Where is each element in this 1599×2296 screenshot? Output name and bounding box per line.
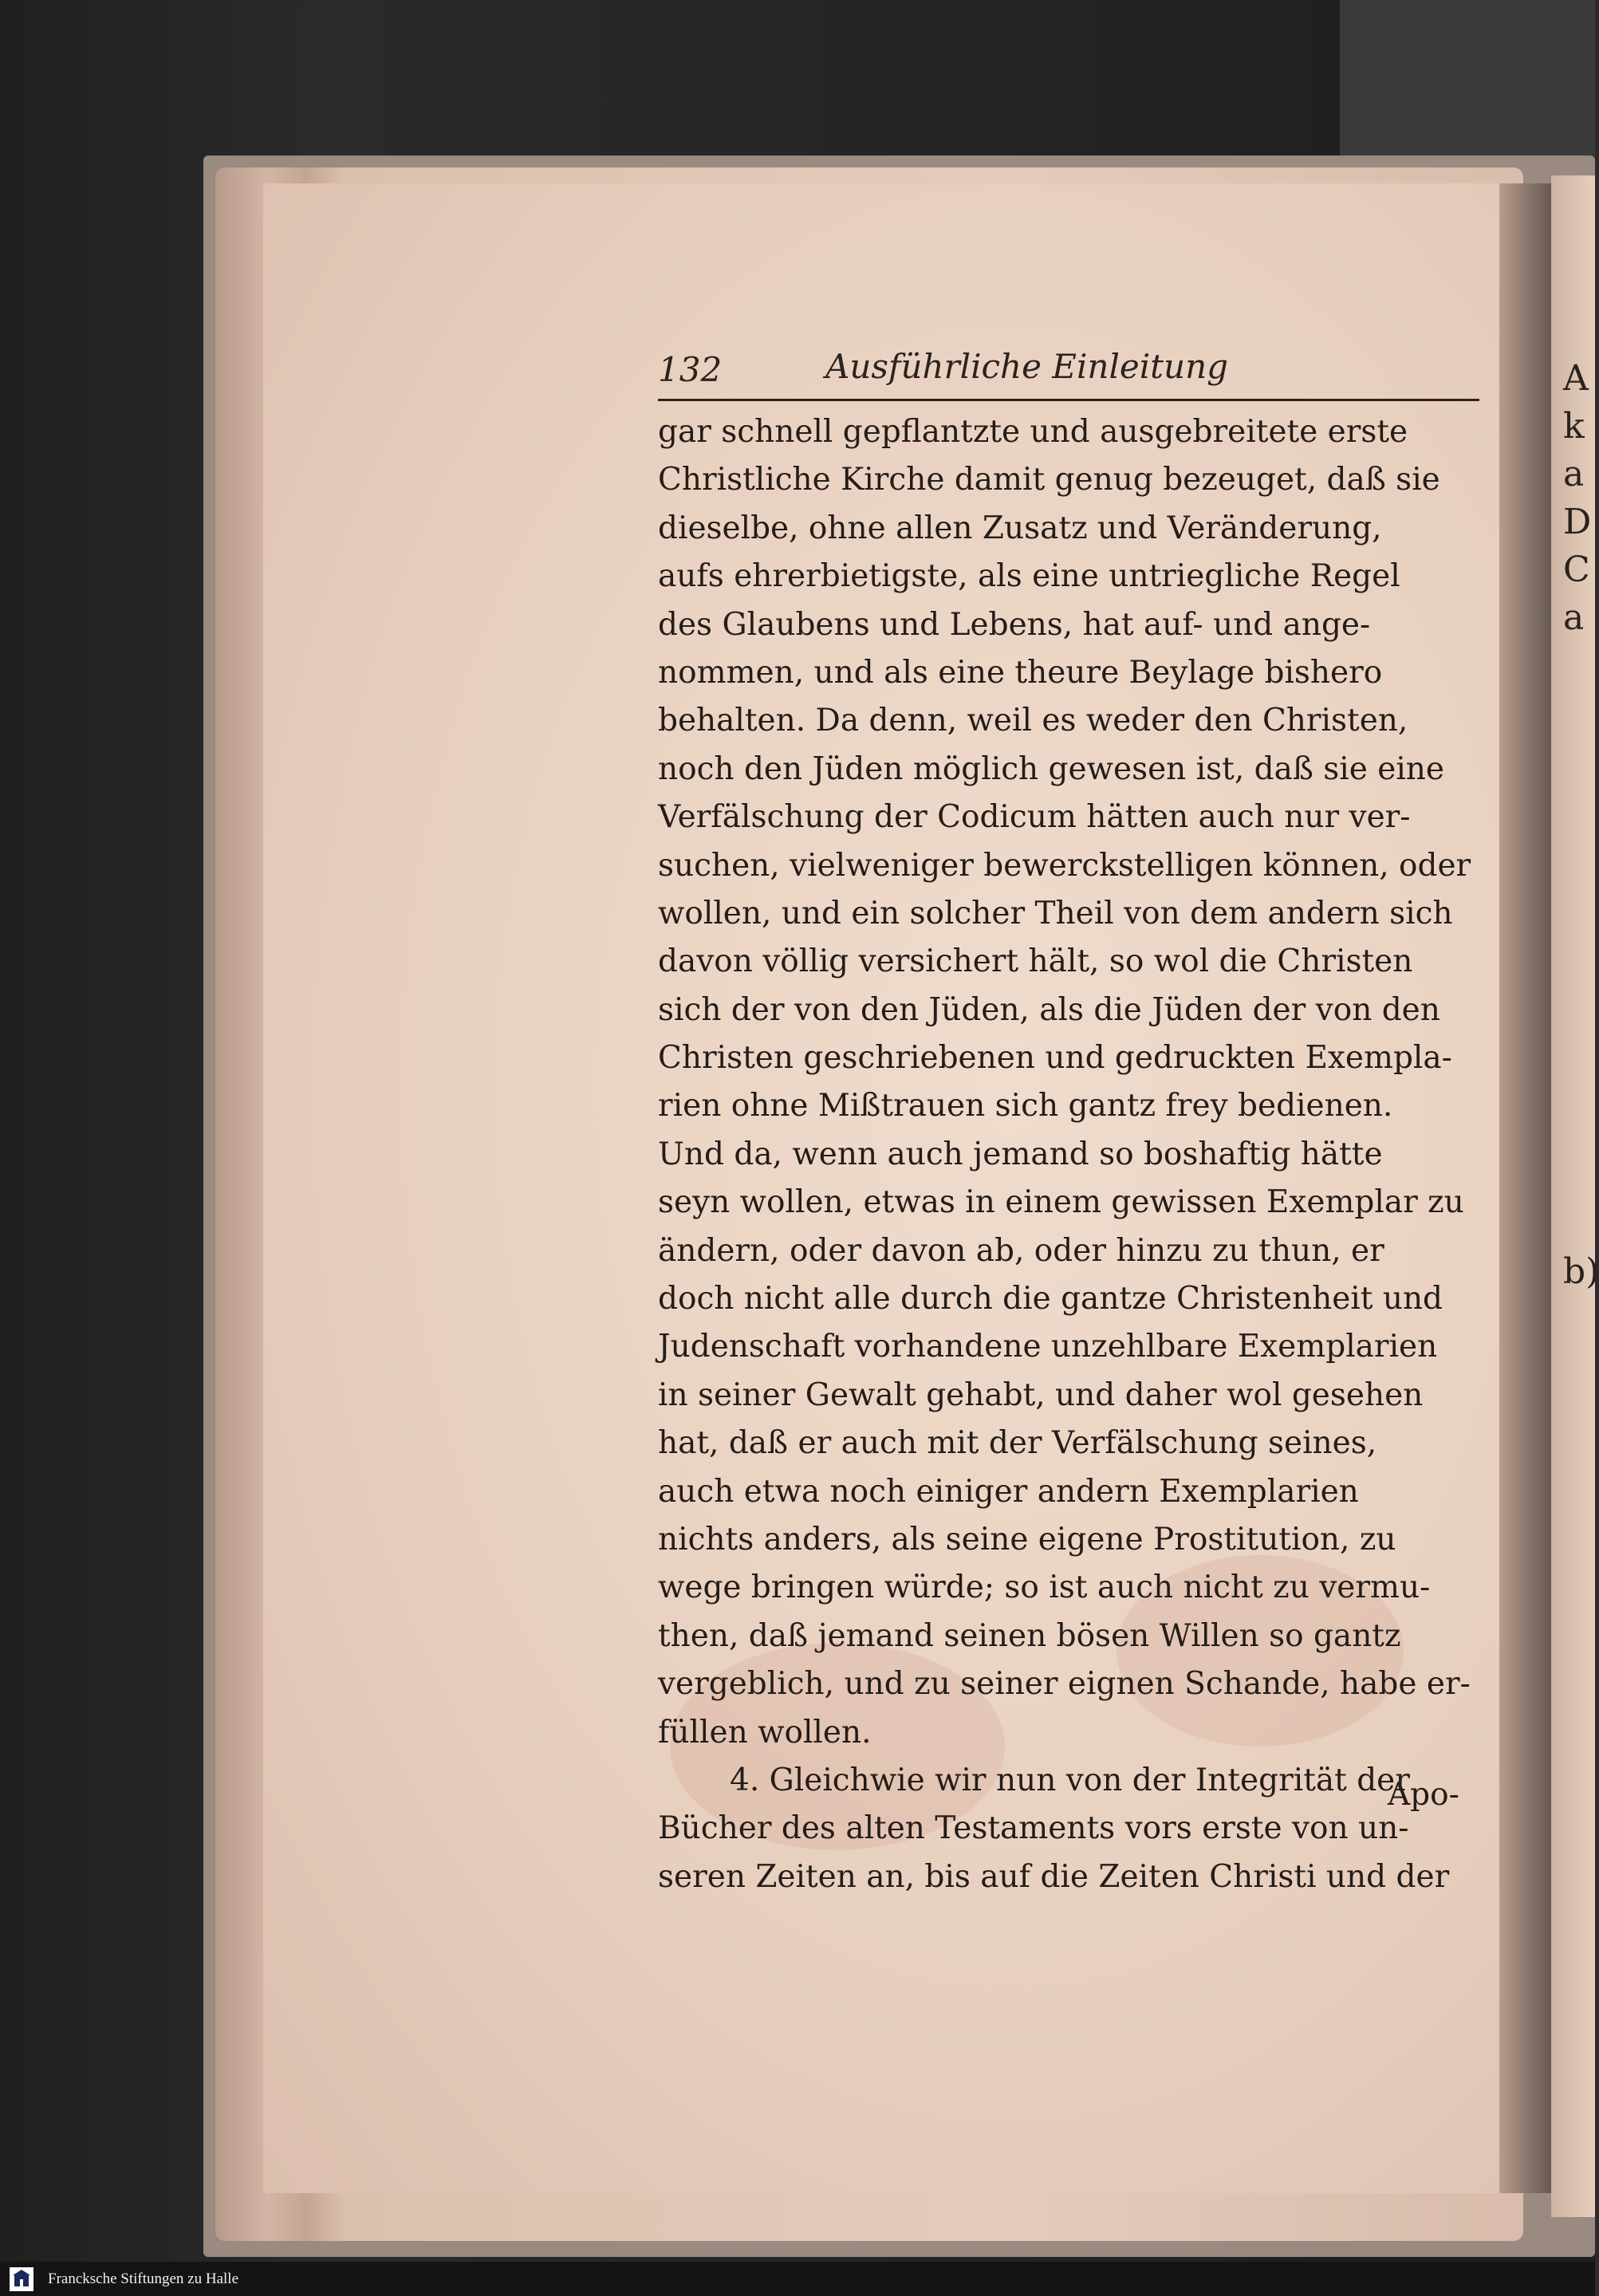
text-line: Christen geschriebenen und gedruckten Exempla- — [658, 1040, 1452, 1077]
text-line: rien ohne Mißtrauen sich gantz frey bedienen. — [658, 1088, 1393, 1124]
text-line: sich der von den Jüden, als die Jüden der von den — [658, 991, 1440, 1028]
institution-logo-icon — [10, 2267, 33, 2291]
text-line: füllen wollen. — [658, 1714, 872, 1751]
text-line: Judenschaft vorhandene unzehlbare Exemplarien — [658, 1329, 1438, 1365]
text-line: in seiner Gewalt gehabt, und daher wol gesehen — [658, 1376, 1424, 1413]
page-number: 132 — [658, 350, 723, 389]
catchword: Apo- — [1388, 1777, 1459, 1813]
running-title: Ausführliche Einleitung — [825, 347, 1229, 386]
text-line: then, daß jemand seinen bösen Willen so gantz — [658, 1617, 1401, 1654]
header-rule — [658, 399, 1479, 401]
text-line: Bücher des alten Testaments vors erste von un- — [658, 1810, 1409, 1847]
text-line: davon völlig versichert hält, so wol die Christen — [658, 943, 1413, 980]
text-line: ändern, oder davon ab, oder hinzu zu thun, er — [658, 1232, 1384, 1269]
footer-label: Francksche Stiftungen zu Halle — [48, 2270, 239, 2287]
text-line: wollen, und ein solcher Theil von dem andern sich — [658, 895, 1453, 931]
body-text — [658, 408, 1487, 1901]
text-line: vergeblich, und zu seiner eignen Schande, habe er- — [658, 1666, 1471, 1703]
text-line: seren Zeiten an, bis auf die Zeiten Christi und der — [658, 1858, 1450, 1895]
text-line: seyn wollen, etwas in einem gewissen Exemplar zu — [658, 1184, 1464, 1221]
text-line: gar schnell gepflantzte und ausgebreitete erste — [658, 414, 1408, 450]
text-line: des Glaubens und Lebens, hat auf- und ange- — [658, 606, 1371, 643]
text-line: nommen, und als eine theure Beylage bishero — [658, 654, 1383, 691]
text-line: 4. Gleichwie wir nun von der Integrität der — [730, 1762, 1410, 1798]
text-line: suchen, vielweniger bewerckstelligen können, oder — [658, 847, 1471, 884]
text-line: Verfälschung der Codicum hätten auch nur ver- — [658, 799, 1411, 836]
footer-bar — [0, 2262, 1595, 2296]
text-line: behalten. Da denn, weil es weder den Christen, — [658, 703, 1408, 739]
text-line: hat, daß er auch mit der Verfälschung seines, — [658, 1425, 1377, 1462]
running-header — [658, 347, 1479, 395]
text-line: noch den Jüden möglich gewesen ist, daß sie eine — [658, 750, 1445, 787]
text-line: auch etwa noch einiger andern Exemplarien — [658, 1473, 1359, 1510]
facing-page-fragment-upper: A k a D C a — [1563, 358, 1592, 638]
text-line: Und da, wenn auch jemand so boshaftig hätte — [658, 1136, 1383, 1172]
text-line: aufs ehrerbietigste, als eine untriegliche Regel — [658, 558, 1400, 595]
facing-page-fragment-lower: b) — [1563, 1251, 1599, 1292]
text-line: wege bringen würde; so ist auch nicht zu vermu- — [658, 1569, 1431, 1606]
text-line: dieselbe, ohne allen Zusatz und Veränderung, — [658, 510, 1382, 546]
text-line: nichts anders, als seine eigene Prostitution, zu — [658, 1521, 1396, 1558]
text-line: doch nicht alle durch die gantze Christenheit und — [658, 1281, 1443, 1317]
text-line: Christliche Kirche damit genug bezeuget, daß sie — [658, 462, 1440, 498]
